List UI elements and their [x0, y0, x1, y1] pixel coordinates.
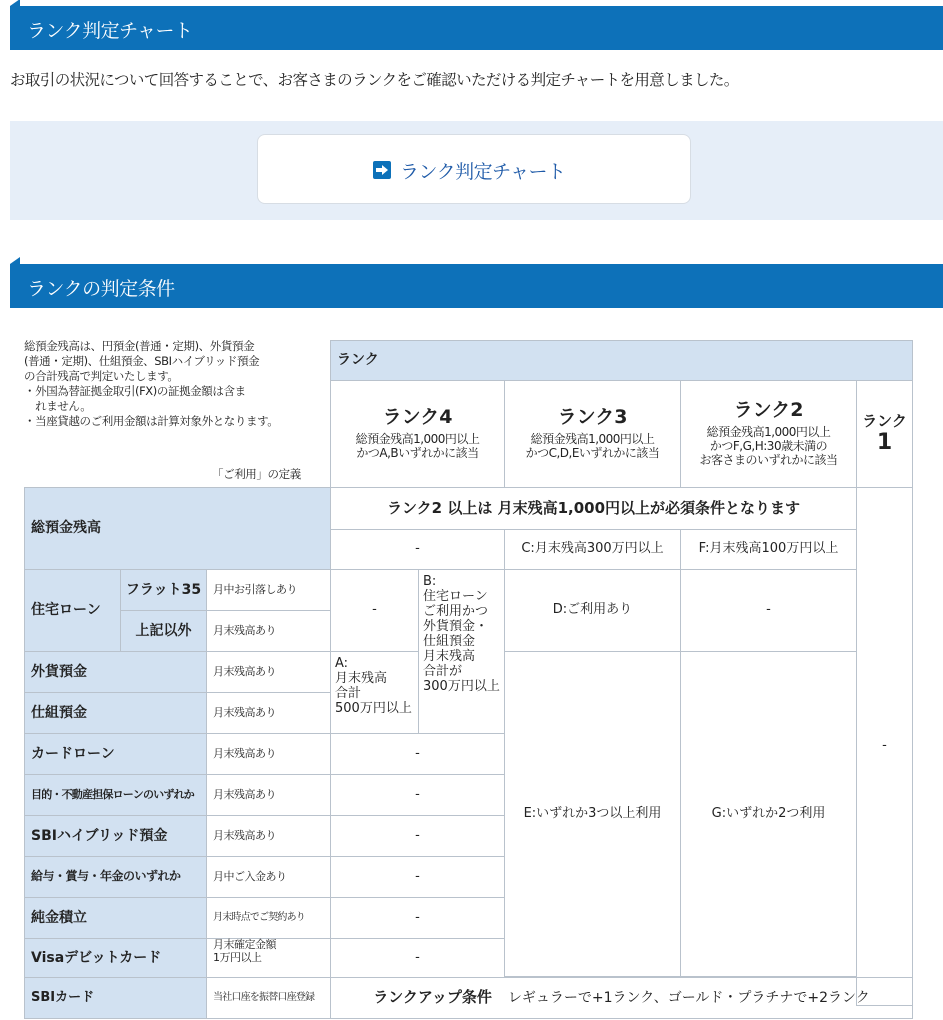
def-sbicard: [206, 977, 331, 1019]
condition-a: 500万円以上: [335, 700, 412, 716]
def-text: 月末残高あり: [213, 664, 276, 678]
def-hybrid: [206, 815, 331, 857]
rank-header-label: ランク: [337, 352, 379, 369]
condition-g-cell: [680, 651, 857, 977]
rank4-card-loan-cell: [330, 733, 505, 775]
rank-3-cond: かつC,D,Eいずれかに該当: [525, 445, 660, 460]
def-purpose-loan: [206, 774, 331, 816]
condition-c-cell: [504, 529, 681, 570]
row-label: 仕組預金: [31, 704, 87, 721]
note-line: ・当座貸越のご利用金額は計算対象外となります。: [24, 413, 279, 428]
condition-b: 仕組預金: [423, 633, 476, 649]
row-fx-deposit: [24, 651, 207, 693]
note-line: れません。: [24, 398, 92, 413]
section-title: ランク判定チャート: [27, 20, 193, 42]
condition-b-cell: [418, 569, 505, 734]
rank-chart-button[interactable]: [257, 134, 691, 204]
row-card-loan: [24, 733, 207, 775]
row-label: 住宅ローン: [31, 602, 101, 619]
row-purpose-loan: [24, 774, 207, 816]
row-salary: [24, 856, 207, 898]
section-title: ランクの判定条件: [27, 278, 175, 300]
rankup-text: レギュラーで+1ランク、ゴールド・プラチナで+2ランク: [507, 989, 870, 1006]
dash: -: [415, 786, 420, 802]
rank-2-name: ランク2: [733, 399, 804, 422]
dash: -: [415, 745, 420, 761]
condition-a: 合計: [335, 685, 362, 701]
condition-a: A:: [335, 656, 349, 671]
rank4-salary-cell: [330, 856, 505, 898]
rank-1-number: 1: [876, 429, 893, 455]
rank-2-cond: かつF,G,H:30歳未満の: [709, 439, 828, 454]
section-header-rank-conditions: [10, 264, 943, 308]
dash: -: [766, 602, 771, 618]
def-text: 月末残高あり: [213, 787, 276, 801]
note-line: の合計残高で判定いたします。: [24, 368, 179, 383]
row-other-than: [120, 610, 207, 652]
dash: -: [372, 602, 377, 618]
rank-3-cell: [504, 380, 681, 488]
def-text: 月末残高あり: [213, 623, 276, 637]
rank-2-cond: お客さまのいずれかに該当: [699, 452, 838, 467]
def-text: 月末確定金額: [213, 938, 276, 951]
def-text: 月中ご入金あり: [213, 869, 287, 883]
row-label: 目的・不動産担保ローンのいずれか: [31, 787, 194, 801]
rank1-column-cell: [856, 487, 913, 1006]
rank4-housing-cell: [330, 569, 419, 652]
condition-b: B:: [423, 574, 437, 589]
row-label: Visaデビットカード: [31, 949, 162, 966]
condition-f-cell: [680, 529, 857, 570]
row-housing-loan: [24, 569, 121, 652]
notes: [24, 339, 324, 429]
chart-button-area: [10, 121, 943, 220]
condition-b: 外貨預金・: [423, 618, 489, 634]
row-total-deposit: [24, 487, 331, 570]
rank-4-cell: [330, 380, 505, 488]
condition-e-cell: [504, 651, 681, 977]
dash: -: [415, 541, 420, 557]
row-visa: [24, 938, 207, 978]
def-text: 月末残高あり: [213, 746, 276, 760]
def-visa: [206, 938, 331, 978]
rank-4-name: ランク4: [382, 406, 453, 429]
row-gold: [24, 897, 207, 939]
def-text: 月中お引落しあり: [213, 582, 297, 596]
rankup-label: ランクアップ条件: [373, 988, 492, 1007]
def-text: 1万円以上: [213, 950, 262, 964]
row-label: フラット35: [125, 581, 202, 598]
rank-header: [330, 340, 913, 381]
row-label: SBIカード: [31, 989, 95, 1005]
row-flat35: [120, 569, 207, 611]
row-label: 総預金残高: [31, 520, 101, 537]
rank-2-cell: [680, 380, 857, 488]
rank-3-name: ランク3: [557, 406, 628, 429]
def-text: 月末時点でご契約あり: [213, 912, 305, 924]
row-label: カードローン: [31, 745, 115, 762]
dash: -: [415, 827, 420, 843]
condition-e: E:いずれか3つ以上利用: [523, 805, 662, 821]
rank-1-cell: [856, 380, 913, 488]
condition-d-cell: [504, 569, 681, 652]
def-fx-deposit: [206, 651, 331, 693]
condition-b: 300万円以上: [423, 678, 500, 694]
section-header-rank-chart: [10, 6, 943, 50]
note-line: ・外国為替証拠金取引(FX)の証拠金額は含ま: [24, 383, 246, 398]
rank-3-cond: 総預金残高1,000円以上: [530, 432, 655, 447]
rank-4-cond: かつA,Bいずれかに該当: [356, 445, 479, 460]
row-structured: [24, 692, 207, 734]
row-label: 外貨預金: [31, 663, 87, 680]
def-card-loan: [206, 733, 331, 775]
note-line: (普通・定期)、仕組預金、SBIハイブリッド預金: [24, 353, 260, 368]
required-condition: ランク2 以上は 月末残高1,000円以上が必須条件となります: [386, 498, 801, 517]
rank4-purpose-loan-cell: [330, 774, 505, 816]
rank4-total-cell: [330, 529, 505, 570]
dash: -: [415, 909, 420, 925]
condition-b: 月末残高: [423, 648, 476, 664]
rank-1-label: ランク: [862, 411, 907, 430]
def-flat35: [206, 569, 331, 611]
condition-a-cell: [330, 651, 419, 734]
dash: -: [415, 868, 420, 884]
row-label: SBIハイブリッド預金: [31, 827, 168, 844]
rank4-gold-cell: [330, 897, 505, 939]
row-label: 上記以外: [135, 622, 192, 639]
condition-c: C:月末残高300万円以上: [521, 541, 664, 557]
condition-b: 住宅ローン: [423, 588, 488, 604]
rank-4-cond: 総預金残高1,000円以上: [355, 432, 480, 447]
row-hybrid: [24, 815, 207, 857]
rank4-visa-cell: [330, 938, 505, 978]
def-salary: [206, 856, 331, 898]
def-text: 月末残高あり: [213, 705, 276, 719]
rank4-hybrid-cell: [330, 815, 505, 857]
arrow-right-icon: [373, 161, 391, 179]
dash: -: [415, 949, 420, 965]
rankup-condition-cell: [330, 977, 913, 1019]
def-text: 当社口座を振替口座登録: [213, 992, 315, 1004]
condition-f: F:月末残高100万円以上: [698, 541, 839, 557]
condition-d: D:ご利用あり: [552, 602, 633, 618]
dash: -: [882, 738, 887, 754]
note-line: 総預金残高は、円預金(普通・定期)、外貨預金: [24, 339, 255, 353]
condition-b: 合計が: [423, 663, 463, 679]
def-structured: [206, 692, 331, 734]
intro-text: お取引の状況について回答することで、お客さまのランクをご確認いただける判定チャートを用意しました。: [10, 71, 739, 89]
condition-g: G:いずれか2つ利用: [711, 805, 826, 821]
riyou-definition-label: 「ご利用」の定義: [212, 467, 301, 481]
def-gold: [206, 897, 331, 939]
rank-chart-button-label: ランク判定チャート: [400, 161, 566, 183]
condition-a: 月末残高: [335, 670, 388, 686]
row-sbicard: [24, 977, 207, 1019]
rank-2-cond: 総預金残高1,000円以上: [706, 425, 831, 440]
row-label: 給与・賞与・年金のいずれか: [31, 869, 181, 884]
def-other-than: [206, 610, 331, 652]
rank2-housing-cell: [680, 569, 857, 652]
condition-b: ご利用かつ: [423, 603, 489, 619]
required-condition-cell: [330, 487, 857, 530]
def-text: 月末残高あり: [213, 828, 276, 842]
row-label: 純金積立: [31, 909, 87, 926]
